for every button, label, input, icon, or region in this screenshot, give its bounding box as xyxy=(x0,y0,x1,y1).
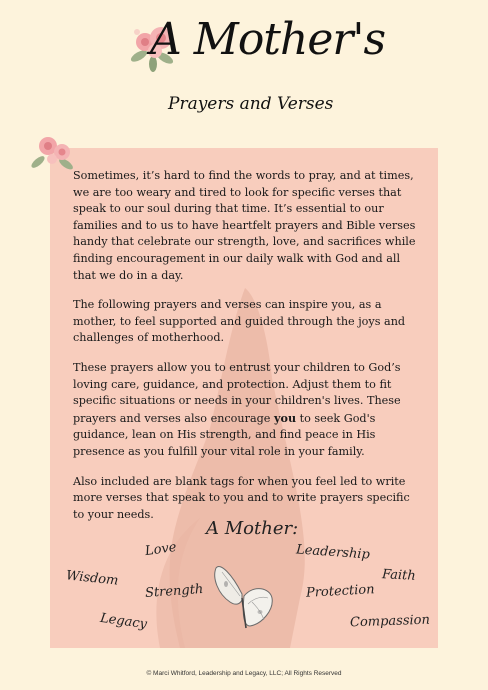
paragraph: The following prayers and verses can inspire you, as a mother, to feel supported and guided through the joys and challenges of motherhood. xyxy=(73,298,406,345)
word-strength: Strength xyxy=(144,581,204,602)
intro-text xyxy=(73,168,423,536)
page-title: A Mother's xyxy=(150,14,386,65)
word-wisdom: Wisdom xyxy=(65,568,120,589)
paragraph-part: These prayers allow you to entrust your children to God’s loving care, guidance, and protection. Adjust them to fit specific situations or needs in your children's lives. These prayers and verses also encourage xyxy=(73,360,401,425)
word-protection: Protection xyxy=(305,582,375,601)
word-leadership: Leadership xyxy=(295,542,371,563)
paragraph-part: to seek God's guidance, lean on His strength, and find peace in His presence as you fulfill your vital role in your family. xyxy=(73,411,376,458)
paragraph xyxy=(73,360,423,461)
butterfly-icon xyxy=(212,554,276,634)
word-legacy: Legacy xyxy=(99,610,148,633)
word-cloud-heading: A Mother: xyxy=(206,518,299,539)
paragraph: Also included are blank tags for when you feel led to write more verses that speak to you and to write prayers specific to your needs. xyxy=(73,474,410,521)
word-compassion: Compassion xyxy=(349,612,431,631)
copyright-footer: © Marci Whitford, Leadership and Legacy, LLC; All Rights Reserved xyxy=(146,670,342,677)
paragraph: Sometimes, it’s hard to find the words to pray, and at times, we are too weary and tired to look for specific verses that speak to our soul during that time. It’s essential to our families and to us to have heartfelt prayers and Bible verses handy that celebrate our strength, love, and sacrifices while finding encouragement in our daily walk with God and all that we do in a day. xyxy=(73,169,416,282)
page-subtitle: Prayers and Verses xyxy=(168,94,334,114)
emphasis-you: you xyxy=(273,410,297,425)
word-faith: Faith xyxy=(381,567,417,584)
word-love: Love xyxy=(144,539,178,560)
